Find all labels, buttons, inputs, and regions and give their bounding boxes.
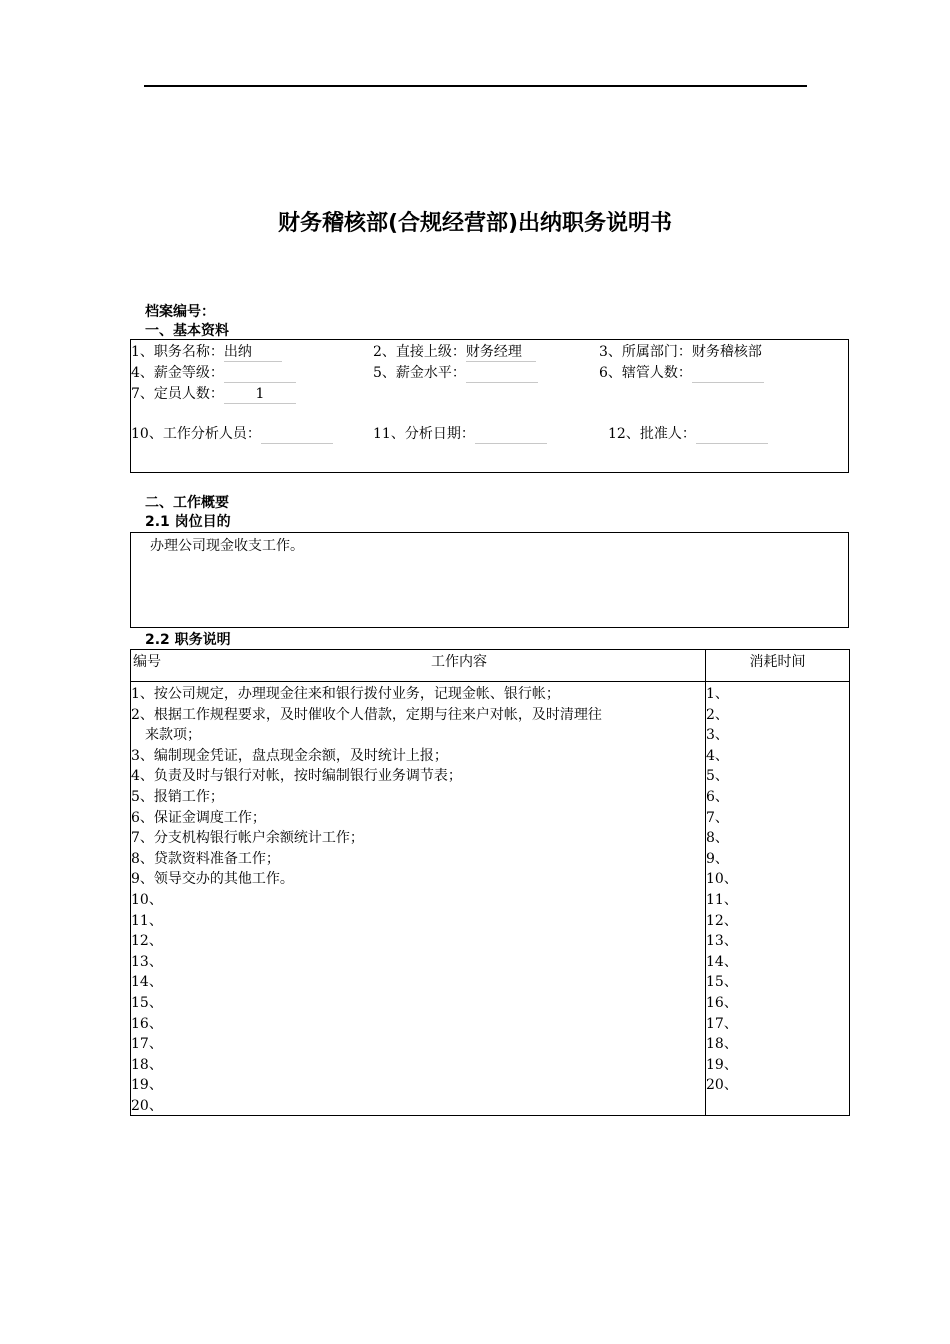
duty-item: 20、 [131, 1097, 163, 1114]
subordinates-blank [692, 363, 764, 383]
duty-item: 10、 [131, 891, 163, 908]
document-title: 财务稽核部(合规经营部)出纳职务说明书 [277, 211, 673, 236]
time-item: 3、 [706, 727, 729, 744]
col-header-content: 工作内容 [431, 654, 487, 670]
duty-item: 6、保证金调度工作； [131, 809, 266, 826]
approver-field [608, 424, 768, 444]
time-item: 10、 [706, 871, 738, 888]
basic-info-heading: 一、基本资料 [145, 323, 229, 339]
duty-item: 4、负责及时与银行对帐，按时编制银行业务调节表； [131, 768, 462, 785]
duty-item: 2、根据工作规程要求，及时催收个人借款，定期与往来户对帐，及时清理往 [131, 706, 602, 723]
salary-grade-label: 4、薪金等级： [131, 365, 224, 381]
time-item: 8、 [706, 830, 729, 847]
duties-heading: 2.2 职务说明 [145, 632, 231, 648]
time-item: 2、 [706, 706, 729, 723]
duty-item: 13、 [131, 953, 163, 970]
department-field [599, 342, 762, 362]
duty-item: 12、 [131, 933, 163, 950]
time-item: 1、 [706, 686, 729, 702]
superior-label: 2、直接上级： [373, 344, 466, 360]
approver-blank [696, 424, 768, 444]
duty-item: 17、 [131, 1036, 163, 1053]
analysis-date-field [373, 424, 547, 444]
col-header-time: 消耗时间 [749, 654, 806, 670]
time-item: 15、 [706, 974, 738, 991]
time-item: 5、 [706, 768, 729, 785]
time-item: 18、 [706, 1036, 738, 1053]
duty-item: 18、 [131, 1056, 163, 1073]
time-item: 16、 [706, 994, 738, 1011]
duty-item: 19、 [131, 1077, 163, 1094]
superior-field [373, 342, 536, 362]
time-item: 13、 [706, 933, 738, 950]
salary-grade-blank [224, 363, 296, 383]
time-item: 7、 [706, 809, 729, 826]
salary-level-label: 5、薪金水平： [373, 365, 466, 381]
department-value: 财务稽核部 [691, 344, 762, 360]
archive-number-label: 档案编号： [145, 304, 215, 320]
salary-level-blank [466, 363, 538, 383]
duty-item: 5、报销工作； [131, 788, 224, 805]
duties-table-header-divider [130, 681, 850, 682]
duty-item: 1、按公司规定，办理现金往来和银行拨付业务，记现金帐、银行帐； [131, 686, 560, 702]
duty-item: 15、 [131, 994, 163, 1011]
duty-item: 8、贷款资料准备工作； [131, 850, 280, 867]
duty-item: 11、 [131, 912, 163, 929]
header-rule [144, 85, 807, 87]
analysis-date-label: 11、分析日期： [373, 426, 475, 442]
duty-items-list [131, 684, 602, 1116]
time-item: 9、 [706, 850, 729, 867]
job-name-value: 出纳 [224, 342, 282, 362]
salary-level-field [373, 363, 538, 383]
analyst-blank [261, 424, 333, 444]
time-item: 4、 [706, 747, 729, 764]
subordinates-field [599, 363, 764, 383]
duty-item: 14、 [131, 974, 163, 991]
duty-item: 7、分支机构银行帐户余额统计工作； [131, 830, 364, 847]
analysis-date-blank [475, 424, 547, 444]
col-header-number: 编号 [133, 654, 161, 670]
time-item: 11、 [706, 891, 738, 908]
superior-value: 财务经理 [466, 342, 536, 362]
department-label: 3、所属部门： [599, 344, 692, 360]
salary-grade-field [131, 363, 296, 383]
time-item: 14、 [706, 953, 738, 970]
subordinates-label: 6、辖管人数： [599, 365, 692, 381]
headcount-label: 7、定员人数： [131, 386, 224, 402]
headcount-value: 1 [224, 384, 296, 404]
duty-item: 3、编制现金凭证，盘点现金余额，及时统计上报； [131, 747, 448, 764]
duty-item: 9、领导交办的其他工作。 [131, 871, 294, 888]
job-name-field [131, 342, 282, 362]
headcount-field [131, 384, 296, 404]
purpose-heading: 2.1 岗位目的 [145, 514, 231, 530]
overview-heading: 二、工作概要 [145, 495, 229, 511]
time-item: 20、 [706, 1077, 738, 1094]
approver-label: 12、批准人： [608, 426, 696, 442]
purpose-text: 办理公司现金收支工作。 [150, 538, 304, 554]
time-item: 19、 [706, 1056, 738, 1073]
duty-item: 16、 [131, 1015, 163, 1032]
analyst-field [131, 424, 333, 444]
time-item: 12、 [706, 912, 738, 929]
analyst-label: 10、工作分析人员： [131, 426, 261, 442]
duty-item: 来款项； [131, 727, 201, 744]
time-item: 6、 [706, 788, 729, 805]
job-name-label: 1、职务名称： [131, 344, 224, 360]
time-item: 17、 [706, 1015, 738, 1032]
time-items-list [706, 684, 738, 1096]
